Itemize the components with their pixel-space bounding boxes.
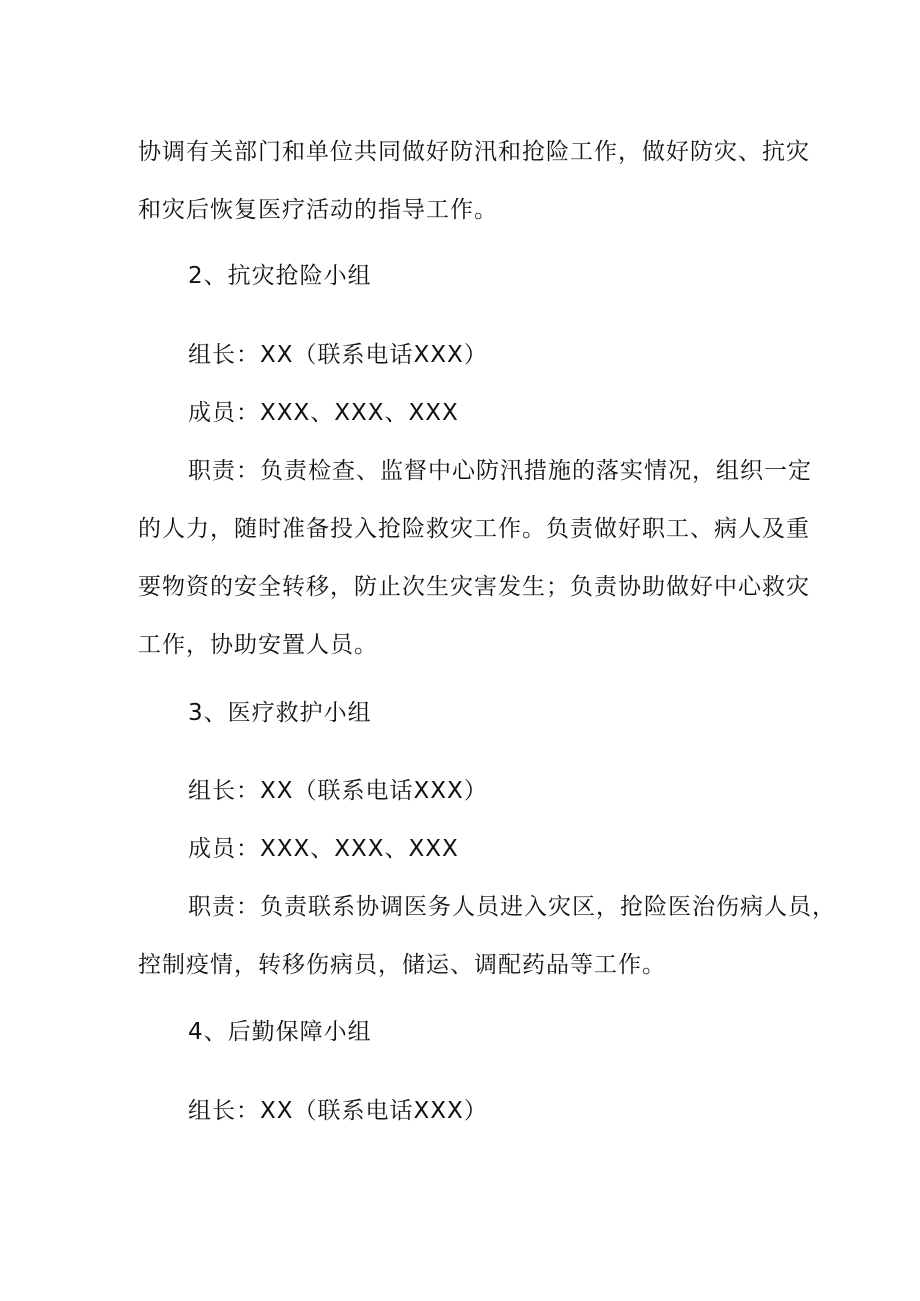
group-leader-line: 组长：XX（联系电话XXX）	[188, 342, 488, 368]
duty-line: 的人力，随时准备投入抢险救灾工作。负责做好职工、病人及重	[138, 516, 810, 542]
paragraph-line: 和灾后恢复医疗活动的指导工作。	[138, 197, 498, 223]
duty-line: 职责：负责联系协调医务人员进入灾区，抢险医治伤病人员，	[188, 894, 836, 920]
group-leader-line: 组长：XX（联系电话XXX）	[188, 1098, 488, 1124]
section-heading-4: 4、后勤保障小组	[188, 1019, 372, 1045]
group-members-line: 成员：XXX、XXX、XXX	[188, 836, 459, 862]
group-leader-line: 组长：XX（联系电话XXX）	[188, 778, 488, 804]
section-heading-2: 2、抗灾抢险小组	[188, 263, 372, 289]
paragraph-line: 协调有关部门和单位共同做好防汛和抢险工作，做好防灾、抗灾	[138, 139, 810, 165]
duty-line: 要物资的安全转移，防止次生灾害发生；负责协助做好中心救灾	[138, 574, 810, 600]
duty-line: 工作，协助安置人员。	[138, 632, 378, 658]
duty-line: 控制疫情，转移伤病员，储运、调配药品等工作。	[138, 952, 666, 978]
section-heading-3: 3、医疗救护小组	[188, 700, 372, 726]
duty-line: 职责：负责检查、监督中心防汛措施的落实情况，组织一定	[188, 458, 812, 484]
group-members-line: 成员：XXX、XXX、XXX	[188, 400, 459, 426]
